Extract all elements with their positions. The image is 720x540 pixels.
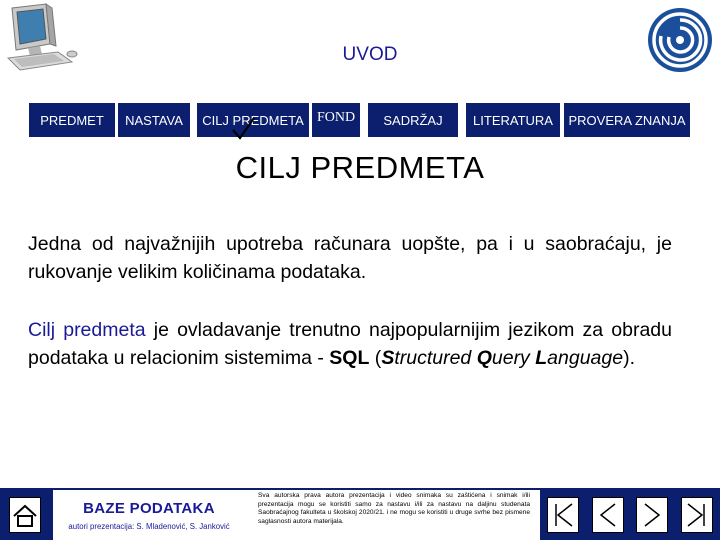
nav-label: FOND <box>316 110 356 125</box>
nav-label: PROVERA ZNANJA <box>568 112 686 128</box>
paragraph-intro: Jedna od najvažnijih upotreba računara uopšte, pa i u saobraćaju, je rukovanje velikim količinama podataka. <box>28 233 672 283</box>
previous-slide-icon <box>592 497 624 533</box>
home-button[interactable] <box>0 490 53 540</box>
last-slide-icon <box>681 497 713 533</box>
course-name: BAZE PODATAKA <box>83 500 215 517</box>
nav-label: PREDMET <box>40 112 104 128</box>
nav-label: NASTAVA <box>125 112 183 128</box>
next-slide-button[interactable] <box>630 490 674 540</box>
paren-close: ). <box>623 347 635 369</box>
first-slide-icon <box>547 497 579 533</box>
nav-fond[interactable] <box>312 103 360 137</box>
nav-literatura[interactable] <box>466 103 560 137</box>
home-icon <box>9 497 41 533</box>
course-authors: autori prezentacija: S. Mladenović, S. Janković <box>68 522 230 531</box>
paragraph-goal <box>28 316 672 372</box>
sql-term: SQL <box>329 347 370 369</box>
goal-text: je ovladavanje trenutno najpopularnijim jezikom za obradu podataka u relacionim sistemima - <box>28 319 672 369</box>
slide-title: UVOD <box>342 44 398 65</box>
checkmark-icon <box>230 116 256 142</box>
nav-nastava[interactable] <box>118 103 190 137</box>
first-slide-button[interactable] <box>540 490 586 540</box>
next-slide-icon <box>636 497 668 533</box>
expansion-s: Structured Query Language <box>381 347 624 369</box>
paren-open: ( <box>369 347 382 369</box>
section-heading: CILJ PREDMETA <box>235 150 485 185</box>
nav-label: SADRŽAJ <box>383 112 443 128</box>
nav-provera-znanja[interactable] <box>564 103 690 137</box>
goal-term: Cilj predmeta <box>28 319 146 341</box>
nav-label: CILJ PREDMETA <box>202 112 304 128</box>
nav-sadrzaj[interactable] <box>368 103 458 137</box>
copyright-notice: Sva autorska prava autora prezentacija i video snimaka su zaštićena i snimak i/ili prezentacija mogu se koristiti samo za nastavu i/ili za nastavu na daljinu studenata Saobraćajnog fakulteta u školskoj 2020/21. i ne mogu se koristiti u druge svrhe bez pismene saglasnosti autora materijala. <box>258 492 530 525</box>
nav-predmet[interactable] <box>29 103 115 137</box>
previous-slide-button[interactable] <box>586 490 630 540</box>
last-slide-button[interactable] <box>674 490 720 540</box>
circular-target-logo-icon <box>646 6 714 74</box>
desktop-computer-icon <box>2 2 80 76</box>
nav-label: LITERATURA <box>473 112 553 128</box>
